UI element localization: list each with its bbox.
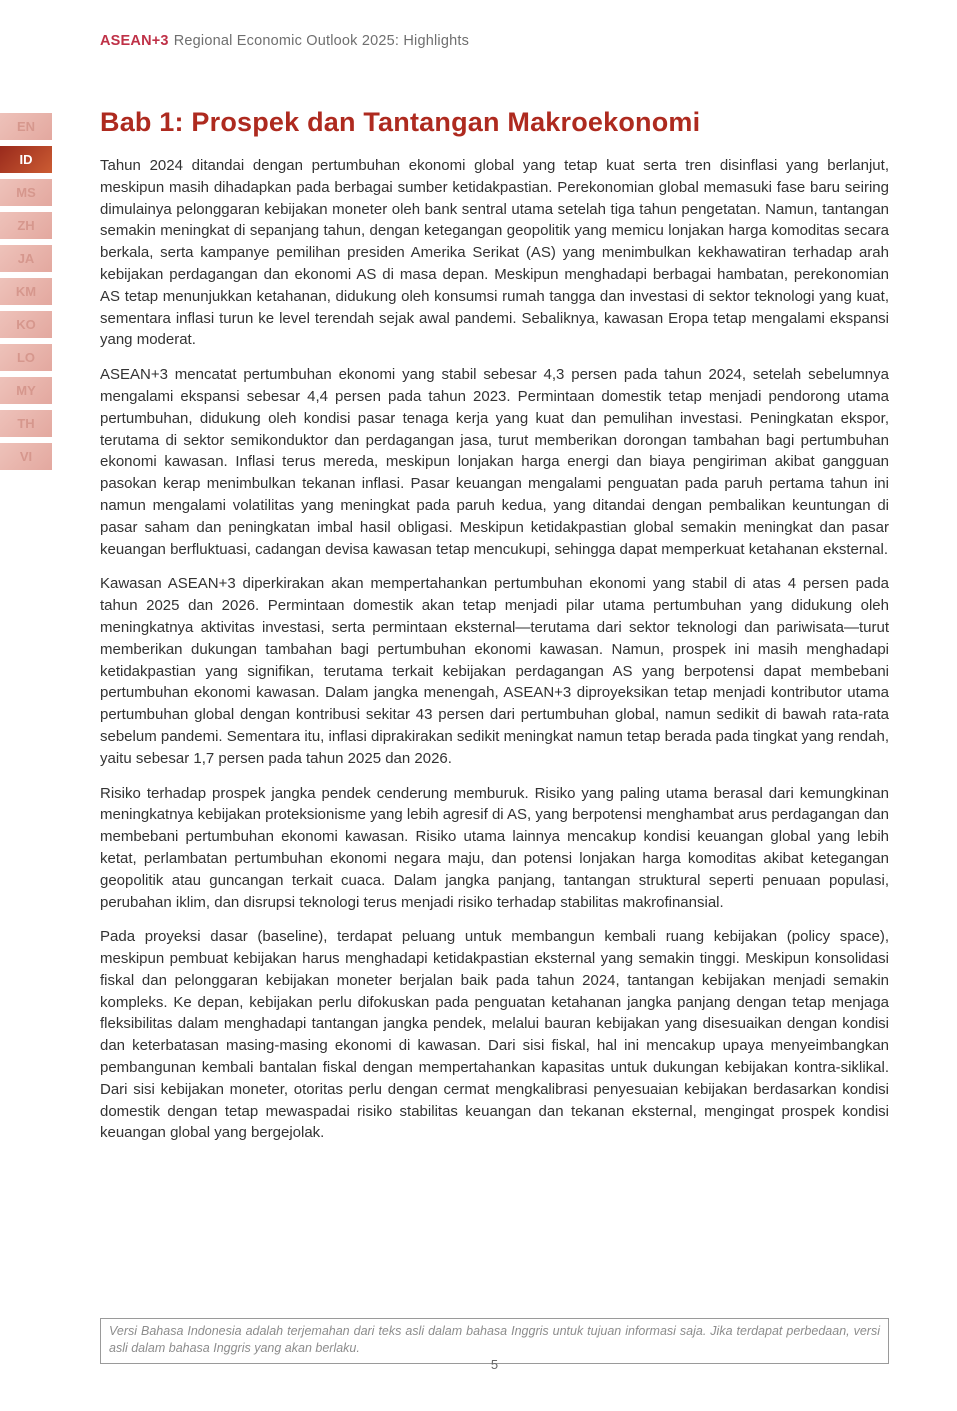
language-tab-en[interactable]: EN — [0, 113, 52, 140]
body-text — [100, 155, 889, 1144]
language-tab-zh[interactable]: ZH — [0, 212, 52, 239]
language-sidebar — [0, 113, 52, 470]
language-tab-ja[interactable]: JA — [0, 245, 52, 272]
language-tab-id[interactable]: ID — [0, 146, 52, 173]
header-subtitle: Regional Economic Outlook 2025: Highlights — [173, 33, 470, 49]
paragraph-1: Tahun 2024 ditandai dengan pertumbuhan ekonomi global yang tetap kuat serta tren disinflasi yang berlanjut, meskipun masih dihadapkan pada berbagai sumber ketidakpastian. Perekonomian global memasuki fase baru seiring dimulainya pelonggaran kebijakan moneter oleh bank sentral utama setelah tiga tahun pengetatan. Namun, tantangan semakin meningkat di sepanjang tahun, dengan ketegangan geopolitik yang memicu lonjakan harga komoditas secara berkala, serta kampanye pemilihan presiden Amerika Serikat (AS) yang menimbulkan kekhawatiran terhadap arah kebijakan perdagangan dan ekonomi AS di masa depan. Meskipun menghadapi berbagai hambatan, perekonomian AS tetap menunjukkan ketahanan, didukung oleh konsumsi rumah tangga dan investasi di sektor teknologi yang kuat, sementara inflasi turun ke level terendah sejak awal pandemi. Sebaliknya, kawasan Eropa tetap mengalami ekspansi yang moderat. — [100, 157, 889, 349]
brand-label: ASEAN+3 — [100, 33, 169, 49]
document-header — [100, 33, 469, 49]
language-tab-my[interactable]: MY — [0, 377, 52, 404]
language-tab-km[interactable]: KM — [0, 278, 52, 305]
paragraph-3: Kawasan ASEAN+3 diperkirakan akan mempertahankan pertumbuhan ekonomi yang stabil di atas 4 persen pada tahun 2025 dan 2026. Permintaan domestik akan tetap menjadi pilar utama pertumbuhan yang didukung oleh meningkatnya aktivitas investasi, serta permintaan eksternal—terutama dari sektor teknologi dan pariwisata—turut memberikan dukungan tambahan bagi pertumbuhan ekonomi kawasan. Namun, prospek ini masih menghadapi ketidakpastian yang signifikan, terutama terkait kebijakan perdagangan AS yang berpotensi dapat membebani pertumbuhan ekonomi kawasan. Dalam jangka menengah, ASEAN+3 diproyeksikan tetap menjadi kontributor utama pertumbuhan global dengan kontribusi sekitar 43 persen dari pertumbuhan global, namun sedikit di bawah rata-rata sebelum pandemi. Sementara itu, inflasi diprakirakan sedikit meningkat namun tetap berada pada tingkat yang rendah, yaitu sebesar 1,7 persen pada tahun 2025 dan 2026. — [100, 575, 889, 767]
paragraph-4: Risiko terhadap prospek jangka pendek cenderung memburuk. Risiko yang paling utama berasal dari kemungkinan meningkatnya kebijakan proteksionisme yang lebih agresif di AS, yang berpotensi menghambat arus perdagangan dan membebani pertumbuhan ekonomi kawasan. Risiko utama lainnya mencakup kondisi keuangan global yang lebih ketat, perlambatan pertumbuhan ekonomi negara maju, dan potensi lonjakan harga komoditas akibat ketegangan geopolitik atau guncangan terkait cuaca. Dalam jangka panjang, tantangan struktural seperti penuaan populasi, perubahan iklim, dan disrupsi teknologi terus menjadi risiko terhadap stabilitas makrofinansial. — [100, 784, 889, 911]
page-number: 5 — [490, 1357, 499, 1372]
language-tab-vi[interactable]: VI — [0, 443, 52, 470]
disclaimer-note: Versi Bahasa Indonesia adalah terjemahan dari teks asli dalam bahasa Inggris untuk tujuan informasi saja. Jika terdapat perbedaan, versi asli dalam bahasa Inggris yang akan berlaku. — [100, 1318, 889, 1364]
paragraph-5: Pada proyeksi dasar (baseline), terdapat peluang untuk membangun kembali ruang kebijakan (policy space), meskipun pembuat kebijakan harus menghadapi ketidakpastian eksternal yang semakin tinggi. Meskipun konsolidasi fiskal dan pelonggaran kebijakan moneter berjalan baik pada tahun 2024, tantangan kebijakan menjadi semakin kompleks. Ke depan, kebijakan perlu difokuskan pada penguatan ketahanan jangka panjang dengan tetap menjaga fleksibilitas dalam menghadapi tantangan jangka pendek, melalui bauran kebijakan yang disesuaikan dengan kondisi dan keterbatasan masing-masing ekonomi di kawasan. Dari sisi fiskal, hal ini mencakup upaya menyeimbangkan pembangunan kembali bantalan fiskal dengan mempertahankan kapasitas untuk dukungan kebijakan kontra-siklikal. Dari sisi kebijakan moneter, otoritas perlu dengan cermat mengkalibrasi penyesuaian kebijakan berdasarkan kondisi domestik dengan tetap mewaspadai risiko stabilitas keuangan dan tekanan eksternal, mengingat prospek kondisi keuangan global yang bergejolak. — [100, 928, 889, 1142]
language-tab-ms[interactable]: MS — [0, 179, 52, 206]
paragraph-2: ASEAN+3 mencatat pertumbuhan ekonomi yang stabil sebesar 4,3 persen pada tahun 2024, setelah sebelumnya mengalami ekspansi sebesar 4,4 persen pada tahun 2023. Permintaan domestik tetap menjadi pendorong utama pertumbuhan, didukung oleh kondisi pasar tenaga kerja yang kuat dan pemulihan investasi. Peningkatan ekspor, terutama di sektor semikonduktor dan perdagangan jasa, turut memberikan dorongan tambahan bagi pertumbuhan ekonomi kawasan. Inflasi terus mereda, meskipun lonjakan harga energi dan biaya pengiriman akibat gangguan pasokan kerap menimbulkan tekanan inflasi. Pasar keuangan mengalami penguatan pada paruh pertama tahun ini namun mengalami volatilitas yang meningkat pada paruh kedua, yang ditandai dengan pembalikan keuntungan di pasar saham dan peningkatan imbal hasil obligasi. Meskipun ketidakpastian global semakin meningkat dan pasar keuangan berfluktuasi, cadangan devisa kawasan tetap mencukupi, sehingga dapat memperkuat ketahanan eksternal. — [100, 366, 889, 558]
page-title: Bab 1: Prospek dan Tantangan Makroekonomi — [100, 107, 701, 137]
language-tab-ko[interactable]: KO — [0, 311, 52, 338]
language-tab-th[interactable]: TH — [0, 410, 52, 437]
language-tab-lo[interactable]: LO — [0, 344, 52, 371]
main-content — [100, 104, 889, 1157]
